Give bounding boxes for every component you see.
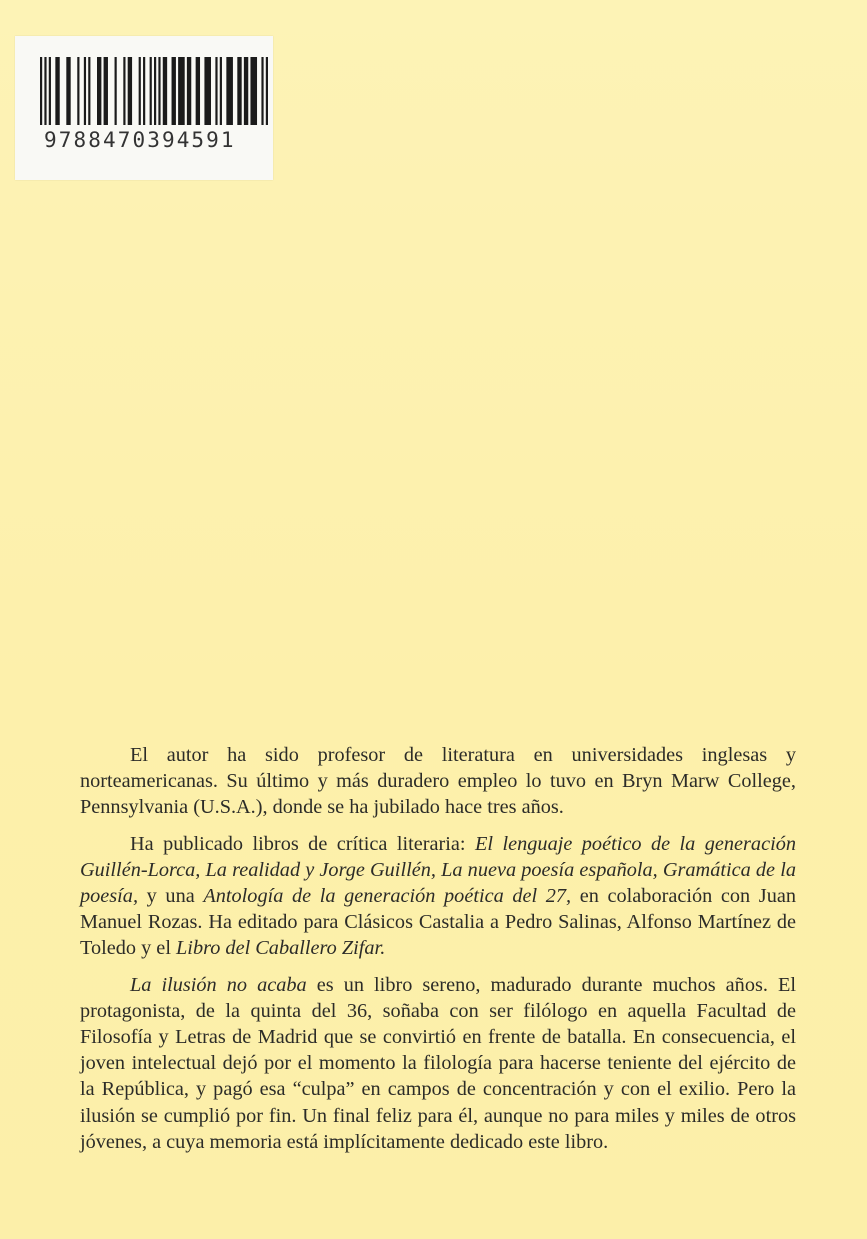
barcode-bar [261,57,263,125]
barcode-bar [77,57,79,125]
barcode-bar [215,57,217,125]
barcode-bar [244,57,248,125]
body-text: El autor ha sido profesor de literatura en universidades inglesas y norteamericanas. Su último y más duradero empleo lo tuvo en Bryn Marw College, Pennsylvania (U.S.A.), donde se ha jubilado hace tres años. [80,744,796,819]
barcode-bar [196,57,200,125]
barcode-bar [154,57,156,125]
barcode-bar [266,57,268,125]
body-text: y una [138,885,204,908]
paragraph-book-summary [80,972,796,1155]
barcode-bar [49,57,51,125]
barcode-bar [158,57,160,125]
barcode-bar [178,57,185,125]
body-text: Ha publicado libros de crítica literaria: [130,832,476,855]
italic-title-text: El lenguaje poético de la generación Guillén-Lorca, La realidad y Jorge Guillén, La nueva poesía española, Gramática de la poesía, [80,832,796,908]
isbn-number: 9788470394591 [44,128,236,152]
barcode-bar [204,57,211,125]
barcode-bar [55,57,59,125]
body-text: es un libro sereno, madurado durante muchos años. El protagonista, de la quinta del 36, soñaba con ser filólogo en aquella Facultad de Filosofía y Letras de Madrid que se convirtió en frente de batalla. En consecuencia, el joven intelectual dejó por el momento la filología para hacerse teniente del ejército de la República, y pagó esa “culpa” en campos de concentración y con el exilio. Pero la ilusión se cumplió por fin. Un final feliz para él, aunque no para miles y miles de otros jóvenes, a cuya memoria está implícitamente dedicado este libro. [80,973,797,1153]
barcode-bar [84,57,86,125]
barcode-bar [104,57,108,125]
barcode-bar [44,57,46,125]
barcode-bar [97,57,101,125]
paragraph-author-bio [80,742,796,821]
barcode-bar [220,57,222,125]
barcode-bar [150,57,152,125]
barcode-bar [66,57,70,125]
body-text: en colaboración con Juan Manuel Rozas. Ha editado para Clásicos Castalia a Pedro Salinas, Alfonso Martínez de Toledo y el [80,885,796,960]
italic-title-text: La ilusión no acaba [130,973,307,996]
barcode-bar [163,57,167,125]
barcode-bar [143,57,145,125]
barcode-bar [40,57,42,125]
italic-title-text: Antología de la generación poética del 27, [203,885,572,908]
barcode-bar [123,57,125,125]
paragraph-publications [80,831,796,962]
barcode-bar [226,57,233,125]
barcode-bar [88,57,90,125]
barcode-bar [250,57,257,125]
barcode-bar [128,57,132,125]
barcode-bar [139,57,141,125]
italic-title-text: Libro del Caballero Zifar. [176,937,386,960]
barcode-label [15,36,273,180]
barcode-icon [40,57,268,125]
barcode-bar [172,57,176,125]
description-text [80,742,796,1155]
barcode-bar [187,57,191,125]
barcode-bar [237,57,241,125]
barcode-bar [115,57,117,125]
